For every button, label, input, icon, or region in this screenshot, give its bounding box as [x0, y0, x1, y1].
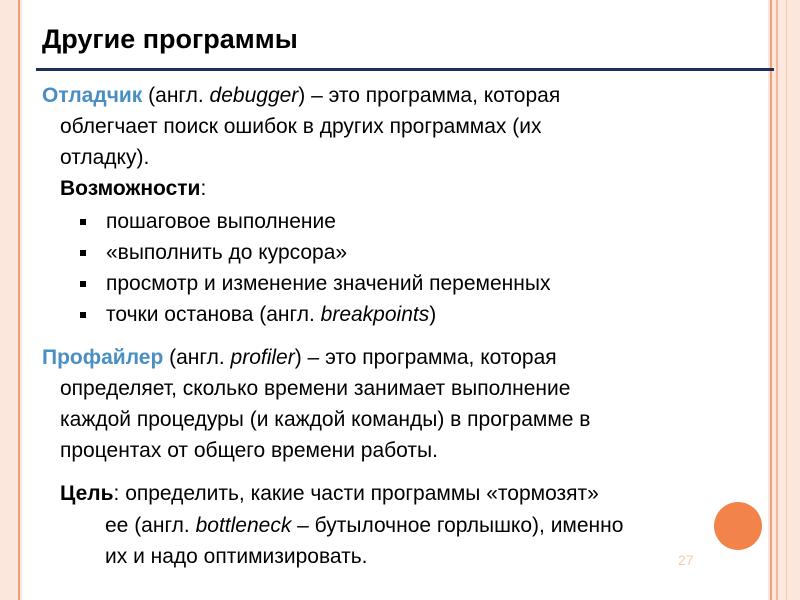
list-item: просмотр и изменение значений переменных [80, 268, 550, 299]
page-number: 27 [678, 552, 694, 568]
debugger-term: Отладчик [42, 84, 143, 107]
profiler-term: Профайлер [42, 346, 164, 369]
goal-label: Цель [60, 482, 114, 505]
slide-title: Другие программы [42, 24, 298, 54]
bullet-icon [80, 281, 86, 287]
debugger-line-2: облегчает поиск ошибок в других программах (их [60, 115, 542, 138]
decorative-orange-circle [714, 502, 762, 550]
goal-line-1: Цель: определить, какие части программы «тормозят» [60, 482, 599, 505]
bullet-icon [80, 250, 86, 256]
title-underline [36, 68, 774, 71]
list-item: пошаговое выполнение [80, 206, 550, 237]
bullet-icon [80, 219, 86, 225]
features-heading: Возможности: [60, 177, 207, 200]
debugger-line-3: отладку). [60, 146, 150, 169]
goal-line-2: ее (англ. bottleneck – бутылочное горлышко), именно [105, 514, 624, 537]
list-item: точки останова (англ. breakpoints) [80, 299, 550, 330]
bullet-icon [80, 312, 86, 318]
slide-border-left [18, 0, 20, 600]
debugger-eng-term: debugger [209, 84, 299, 107]
features-list [80, 206, 550, 330]
profiler-line-4: процентах от общего времени работы. [60, 439, 438, 462]
slide-border-right-3 [786, 0, 787, 600]
list-item: «выполнить до курсора» [80, 237, 550, 268]
breakpoints-eng-term: breakpoints [320, 303, 430, 326]
profiler-eng-term: profiler [230, 346, 295, 369]
bottleneck-eng-term: bottleneck [195, 514, 292, 537]
profiler-line-2: определяет, сколько времени занимает выполнение [60, 377, 571, 400]
debugger-line-1: Отладчик (англ. debugger) – это программа, которая [42, 84, 561, 107]
slide-border-right-2 [776, 0, 778, 600]
goal-line-3: их и надо оптимизировать. [105, 545, 368, 568]
slide-border-right [770, 0, 772, 600]
profiler-line-1: Профайлер (англ. profiler) – это программа, которая [42, 346, 557, 369]
profiler-line-3: каждой процедуры (и каждой команды) в программе в [60, 408, 591, 431]
